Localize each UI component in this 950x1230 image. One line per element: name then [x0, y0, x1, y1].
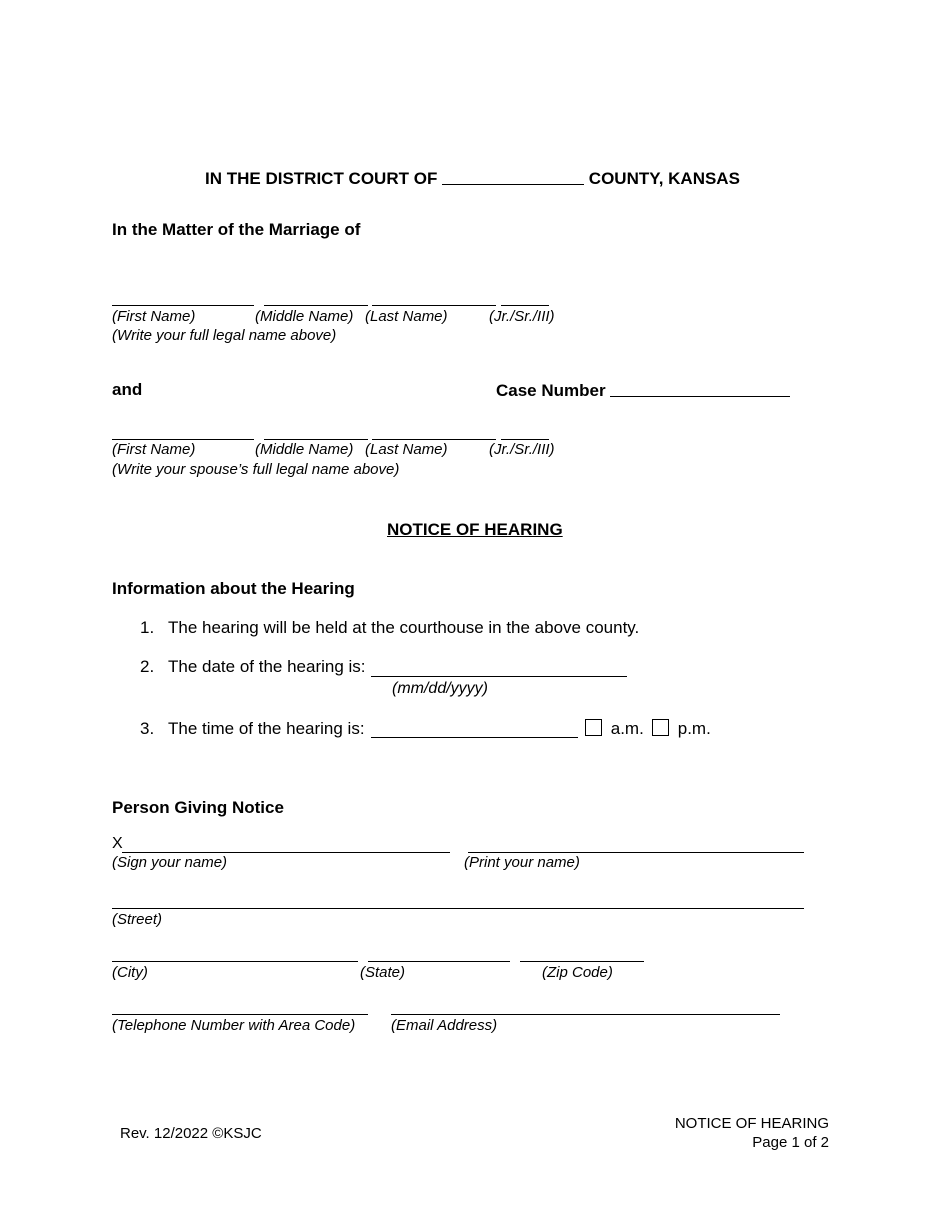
party1-middle-label: (Middle Name) — [255, 308, 354, 325]
hearing-time-field[interactable] — [371, 737, 578, 738]
print-hint: (Print your name) — [464, 854, 580, 871]
signature-field[interactable] — [122, 852, 450, 853]
party2-last-name-field[interactable] — [372, 439, 496, 440]
footer-revision: Rev. 12/2022 ©KSJC — [120, 1125, 262, 1142]
court-suffix: COUNTY, KANSAS — [588, 169, 740, 188]
city-hint: (City) — [112, 964, 148, 981]
party2-last-label: (Last Name) — [365, 441, 448, 458]
email-field[interactable] — [391, 1014, 780, 1015]
email-hint: (Email Address) — [391, 1017, 498, 1034]
hearing-item-2-number: 2. — [140, 657, 155, 676]
footer-title: NOTICE OF HEARING — [674, 1115, 829, 1132]
party2-suffix-field[interactable] — [501, 439, 549, 440]
party1-hint: (Write your full legal name above) — [112, 327, 337, 344]
party2-suffix-label: (Jr./Sr./III) — [489, 441, 555, 458]
street-field[interactable] — [112, 908, 804, 909]
party1-middle-name-field[interactable] — [264, 305, 368, 306]
phone-hint: (Telephone Number with Area Code) — [112, 1017, 356, 1034]
party1-last-label: (Last Name) — [365, 308, 448, 325]
street-hint: (Street) — [112, 911, 163, 928]
hearing-item-3-text: The time of the hearing is: — [168, 719, 365, 738]
party1-first-label: (First Name) — [112, 308, 196, 325]
footer-page: Page 1 of 2 — [752, 1134, 829, 1151]
zip-hint: (Zip Code) — [542, 964, 613, 981]
hearing-item-2-text: The date of the hearing is: — [168, 657, 366, 676]
party1-suffix-label: (Jr./Sr./III) — [489, 308, 555, 325]
party2-first-name-field[interactable] — [112, 439, 254, 440]
party1-last-name-field[interactable] — [372, 305, 496, 306]
court-prefix: IN THE DISTRICT COURT OF — [205, 169, 438, 188]
zip-field[interactable] — [520, 961, 644, 962]
am-option — [585, 719, 644, 739]
pm-option — [652, 719, 711, 739]
case-number-field[interactable] — [610, 380, 790, 397]
sign-prefix: X — [112, 835, 123, 852]
hearing-item-1-number: 1. — [140, 618, 155, 637]
state-hint: (State) — [360, 964, 406, 981]
phone-field[interactable] — [112, 1014, 368, 1015]
party2-hint: (Write your spouse’s full legal name above) — [112, 461, 400, 478]
party1-suffix-field[interactable] — [501, 305, 549, 306]
pm-label: p.m. — [677, 719, 711, 738]
print-name-field[interactable] — [468, 852, 804, 853]
party2-middle-label: (Middle Name) — [255, 441, 354, 458]
am-label: a.m. — [610, 719, 644, 738]
party1-first-name-field[interactable] — [112, 305, 254, 306]
document-title: NOTICE OF HEARING — [387, 520, 563, 539]
notice-section-heading: Person Giving Notice — [112, 798, 284, 817]
sign-hint: (Sign your name) — [112, 854, 228, 871]
county-field[interactable] — [442, 168, 584, 185]
matter-label: In the Matter of the Marriage of — [112, 220, 361, 239]
hearing-section-heading: Information about the Hearing — [112, 579, 355, 598]
case-number-label: Case Number — [496, 381, 606, 400]
state-field[interactable] — [368, 961, 510, 962]
pm-checkbox[interactable] — [652, 719, 669, 736]
am-checkbox[interactable] — [585, 719, 602, 736]
hearing-item-3-number: 3. — [140, 719, 155, 738]
party2-first-label: (First Name) — [112, 441, 196, 458]
case-number — [496, 380, 790, 401]
hearing-item-1-text: The hearing will be held at the courthouse in the above county. — [168, 618, 640, 637]
hearing-date-field[interactable] — [371, 676, 627, 677]
and-label: and — [112, 380, 143, 399]
party2-middle-name-field[interactable] — [264, 439, 368, 440]
court-heading — [205, 168, 740, 189]
hearing-date-hint: (mm/dd/yyyy) — [392, 680, 488, 697]
city-field[interactable] — [112, 961, 358, 962]
